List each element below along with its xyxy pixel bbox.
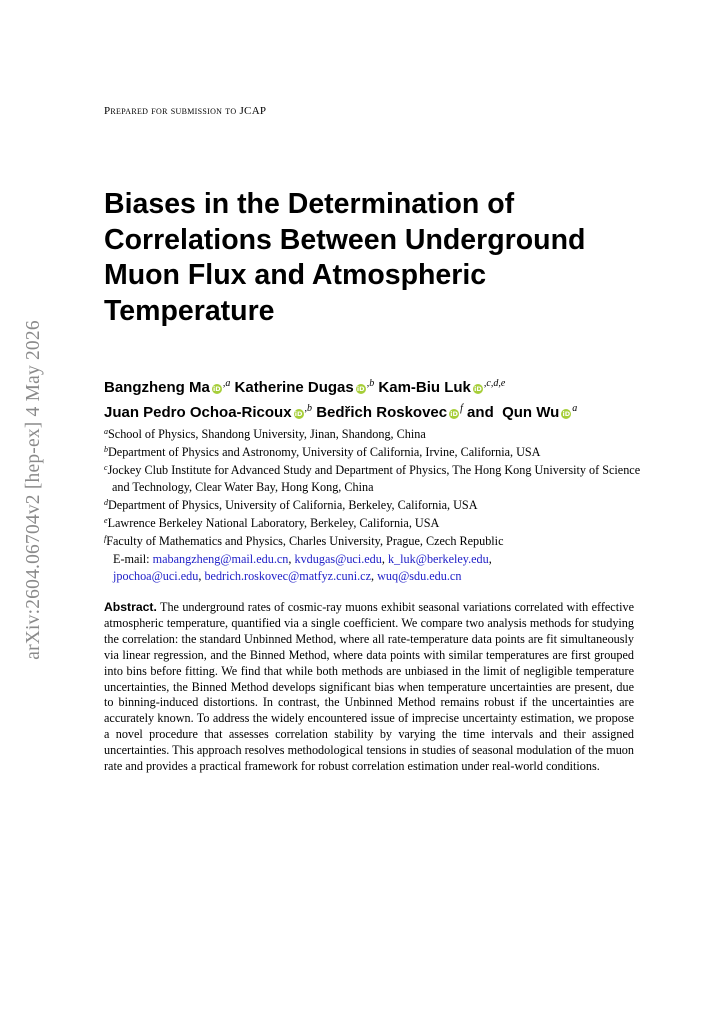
journal-note: Prepared for submission to JCAP	[104, 105, 267, 117]
abstract	[104, 600, 634, 775]
author-name: Bangzheng Ma	[104, 379, 210, 396]
orcid-icon[interactable]: iD	[450, 410, 458, 418]
email-link[interactable]: jpochoa@uci.edu	[113, 569, 199, 584]
affiliation-text: Department of Physics, University of California, Berkeley, California, USA	[108, 498, 478, 513]
title-line: Temperature	[104, 294, 275, 327]
affiliation-list	[104, 426, 644, 586]
arxiv-stamp-text: arXiv:2604.06704v2 [hep-ex] 4 May 2026	[23, 320, 44, 660]
author-affiliation-marks: a	[572, 403, 578, 414]
author-affiliation-marks: ,c,d,e	[483, 378, 506, 389]
affiliation	[104, 497, 644, 515]
author-affiliation-marks: ,b	[366, 378, 375, 389]
affiliation-mark: f	[104, 533, 107, 543]
email-link[interactable]: bedrich.roskovec@matfyz.cuni.cz	[204, 569, 371, 584]
orcid-icon[interactable]: iD	[474, 385, 482, 393]
orcid-icon[interactable]: iD	[294, 410, 303, 418]
email-line: E-mail: mabangzheng@mail.edu.cn, kvdugas@uci.edu, k_luk@berkeley.edu,	[113, 551, 492, 566]
author-line	[104, 373, 664, 398]
abstract-heading: Abstract.	[104, 600, 157, 614]
author-affiliation-marks: ,b	[304, 403, 313, 414]
affiliation-text: Department of Physics and Astronomy, University of California, Irvine, California, USA	[108, 444, 541, 459]
affiliation-text: Lawrence Berkeley National Laboratory, Berkeley, California, USA	[107, 515, 440, 530]
affiliation-mark: e	[104, 515, 108, 525]
affiliation	[104, 444, 644, 462]
author	[235, 379, 379, 396]
title-line: Muon Flux and Atmospheric	[104, 259, 487, 291]
author	[316, 404, 498, 421]
author-name: Qun Wu	[502, 404, 560, 421]
orcid-icon[interactable]: iD	[213, 385, 221, 393]
affiliation	[104, 462, 644, 498]
author-name: Kam-Biu Luk	[378, 379, 471, 396]
email-label: E-mail:	[113, 551, 150, 566]
affiliation-text: Jockey Club Institute for Advanced Study and Department of Physics, The Hong Kong University of Science and Technology, Clear Water Bay, Hong Kong, China	[107, 462, 641, 495]
author-affiliation-marks: f	[460, 403, 463, 414]
arxiv-stamp	[22, 300, 46, 680]
affiliation-mark: d	[104, 498, 108, 508]
paper-title	[104, 187, 644, 329]
author	[502, 404, 577, 421]
author-list	[104, 373, 664, 423]
orcid-icon[interactable]: iD	[562, 410, 571, 418]
author	[378, 379, 505, 396]
author	[104, 379, 235, 396]
author	[104, 404, 316, 421]
email-block	[104, 551, 644, 587]
author-name: Bedřich Roskovec	[316, 404, 448, 421]
author-line	[104, 398, 664, 423]
email-link[interactable]: kvdugas@uci.edu	[294, 551, 382, 566]
affiliation	[104, 426, 644, 444]
author-name: Juan Pedro Ochoa-Ricoux	[104, 404, 292, 421]
email-line: jpochoa@uci.edu, bedrich.roskovec@matfyz.cuni.cz, wuq@sdu.edu.cn	[113, 569, 462, 584]
affiliation-text: Faculty of Mathematics and Physics, Charles University, Prague, Czech Republic	[106, 533, 504, 548]
title-line: Correlations Between Underground	[104, 223, 586, 256]
affiliation-mark: c	[104, 462, 108, 472]
author-affiliation-marks: ,a	[222, 378, 231, 389]
email-link[interactable]: mabangzheng@mail.edu.cn	[152, 551, 289, 566]
author-name: Katherine Dugas	[234, 379, 354, 396]
orcid-icon[interactable]: iD	[356, 385, 365, 393]
title-line: Biases in the Determination of	[104, 188, 515, 220]
abstract-text: The underground rates of cosmic-ray muons exhibit seasonal variations correlated with effective atmospheric temperature, quantified via a single coefficient. We compare two analysis methods for studying the correlation: the standard Unbinned Method, where all rate-temperature data points are fit simultaneously via linear regression, and the Binned Method, where data points with similar temperatures are first grouped into bins before fitting. We find that while both methods are unbiased in the limit of negligible temperature uncertainties, the Binned Method develops significant bias when temperature uncertainties are present, due to binning-induced distortions. In contrast, the Unbinned Method remains robust if the uncertainties are accurately known. To address the widely encountered issue of imprecise uncertainty estimation, we propose a novel procedure that assesses correlation stability by varying the time intervals and their assigned uncertainties. This approach resolves methodological tensions in studies of seasonal modulation of the muon rate and provides a practical framework for robust correlation estimation under real-world conditions.	[104, 600, 634, 774]
affiliation	[104, 533, 644, 551]
affiliation-text: School of Physics, Shandong University, Jinan, Shandong, China	[108, 427, 426, 441]
affiliation-mark: a	[104, 427, 108, 436]
author-separator: and	[462, 404, 498, 421]
email-link[interactable]: wuq@sdu.edu.cn	[377, 569, 462, 584]
affiliation	[104, 515, 644, 533]
email-link[interactable]: k_luk@berkeley.edu	[387, 551, 489, 566]
affiliation-mark: b	[104, 444, 108, 454]
